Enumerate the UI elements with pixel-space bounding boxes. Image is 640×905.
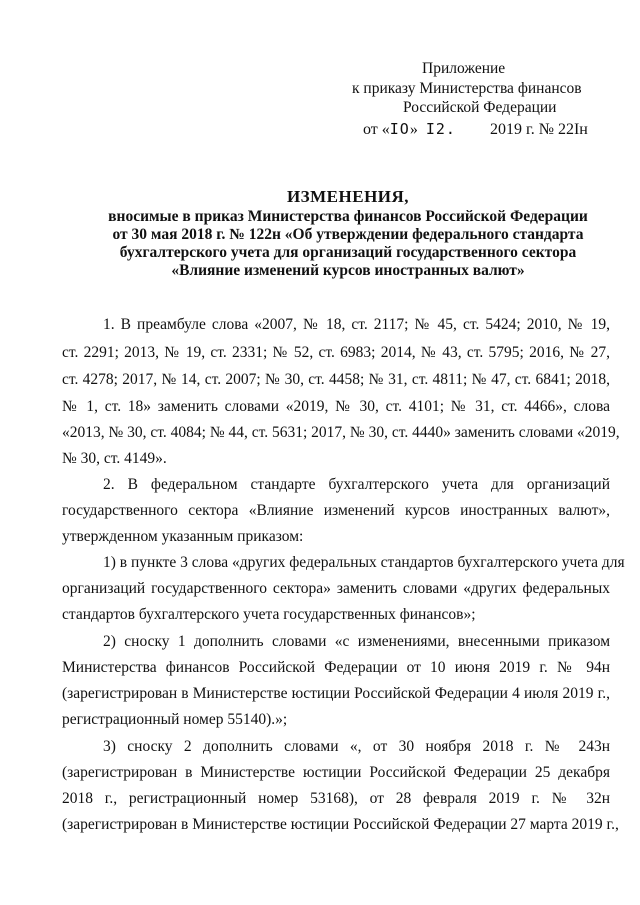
item-2-line: (зарегистрирован в Министерстве юстиции Российской Федерации 4 июля 2019 г.,	[62, 685, 610, 702]
paragraph-1-line: № 30, ст. 4149».	[62, 450, 167, 467]
title-line: вносимые в приказ Министерства финансов Российской Федерации	[108, 208, 588, 225]
item-1-line: организаций государственного сектора» заменить словами «других федеральных	[62, 580, 610, 597]
paragraph-2-line: 2. В федеральном стандарте бухгалтерского учета для организаций	[103, 476, 610, 493]
item-2-line: 2) сноску 1 дополнить словами «с изменениями, внесенными приказом	[103, 633, 610, 650]
title-line: от 30 мая 2018 г. № 122н «Об утверждении федерального стандарта	[112, 226, 584, 243]
item-1-line: 1) в пункте 3 слова «других федеральных стандартов бухгалтерского учета для	[103, 554, 625, 571]
title-line: бухгалтерского учета для организаций государственного сектора	[119, 244, 577, 261]
paragraph-1-line: ст. 2291; 2013, № 19, ст. 2331; № 52, ст. 6983; 2014, № 43, ст. 5795; 2016, № 27,	[62, 344, 610, 361]
item-3-line: (зарегистрирован в Министерстве юстиции Российской Федерации 27 марта 2019 г.,	[62, 816, 619, 833]
item-2-line: Министерства финансов Российской Федерации от 10 июня 2019 г. № 94н	[62, 659, 610, 676]
item-3-line: 2018 г., регистрационный номер 53168), от 28 февраля 2019 г. № 32н	[62, 790, 610, 807]
paragraph-1-line: 1. В преамбуле слова «2007, № 18, ст. 2117; № 45, ст. 5424; 2010, № 19,	[103, 316, 610, 333]
order-number: 22Iн	[557, 121, 588, 138]
appendix-label: Приложение	[422, 60, 506, 77]
date-quote: »	[409, 121, 418, 138]
paragraph-1-line: «2013, № 30, ст. 4084; № 44, ст. 5631; 2017, № 30, ст. 4440» заменить словами «2019,	[62, 424, 620, 441]
paragraph-2-line: утвержденном указанным приказом:	[62, 528, 304, 545]
item-3-line: 3) сноску 2 дополнить словами «, от 30 ноября 2018 г. № 243н	[103, 738, 610, 755]
appendix-order-ref: к приказу Министерства финансов	[352, 80, 582, 97]
appendix-date-line	[363, 119, 588, 140]
item-3-line: (зарегистрирован в Министерстве юстиции Российской Федерации 25 декабря	[62, 764, 610, 781]
paragraph-2-line: государственного сектора «Влияние изменений курсов иностранных валют»,	[62, 502, 610, 519]
date-prefix: от «	[363, 121, 390, 138]
date-year: 2019 г. №	[489, 121, 554, 138]
handwritten-day: IO	[389, 120, 410, 138]
handwritten-month: I2.	[425, 120, 456, 138]
paragraph-1-line: ст. 4278; 2017, № 14, ст. 2007; № 30, ст. 4458; № 31, ст. 4811; № 47, ст. 6841; 2018,	[62, 371, 610, 388]
appendix-country: Российской Федерации	[403, 99, 557, 116]
paragraph-1-line: № 1, ст. 18» заменить словами «2019, № 30, ст. 4101; № 31, ст. 4466», слова	[62, 398, 610, 415]
item-2-line: регистрационный номер 55140).»;	[62, 711, 288, 728]
title-line: «Влияние изменений курсов иностранных валют»	[171, 262, 525, 279]
document-title: ИЗМЕНЕНИЯ,	[286, 187, 410, 206]
item-1-line: стандартов бухгалтерского учета государственных финансов»;	[62, 606, 476, 623]
